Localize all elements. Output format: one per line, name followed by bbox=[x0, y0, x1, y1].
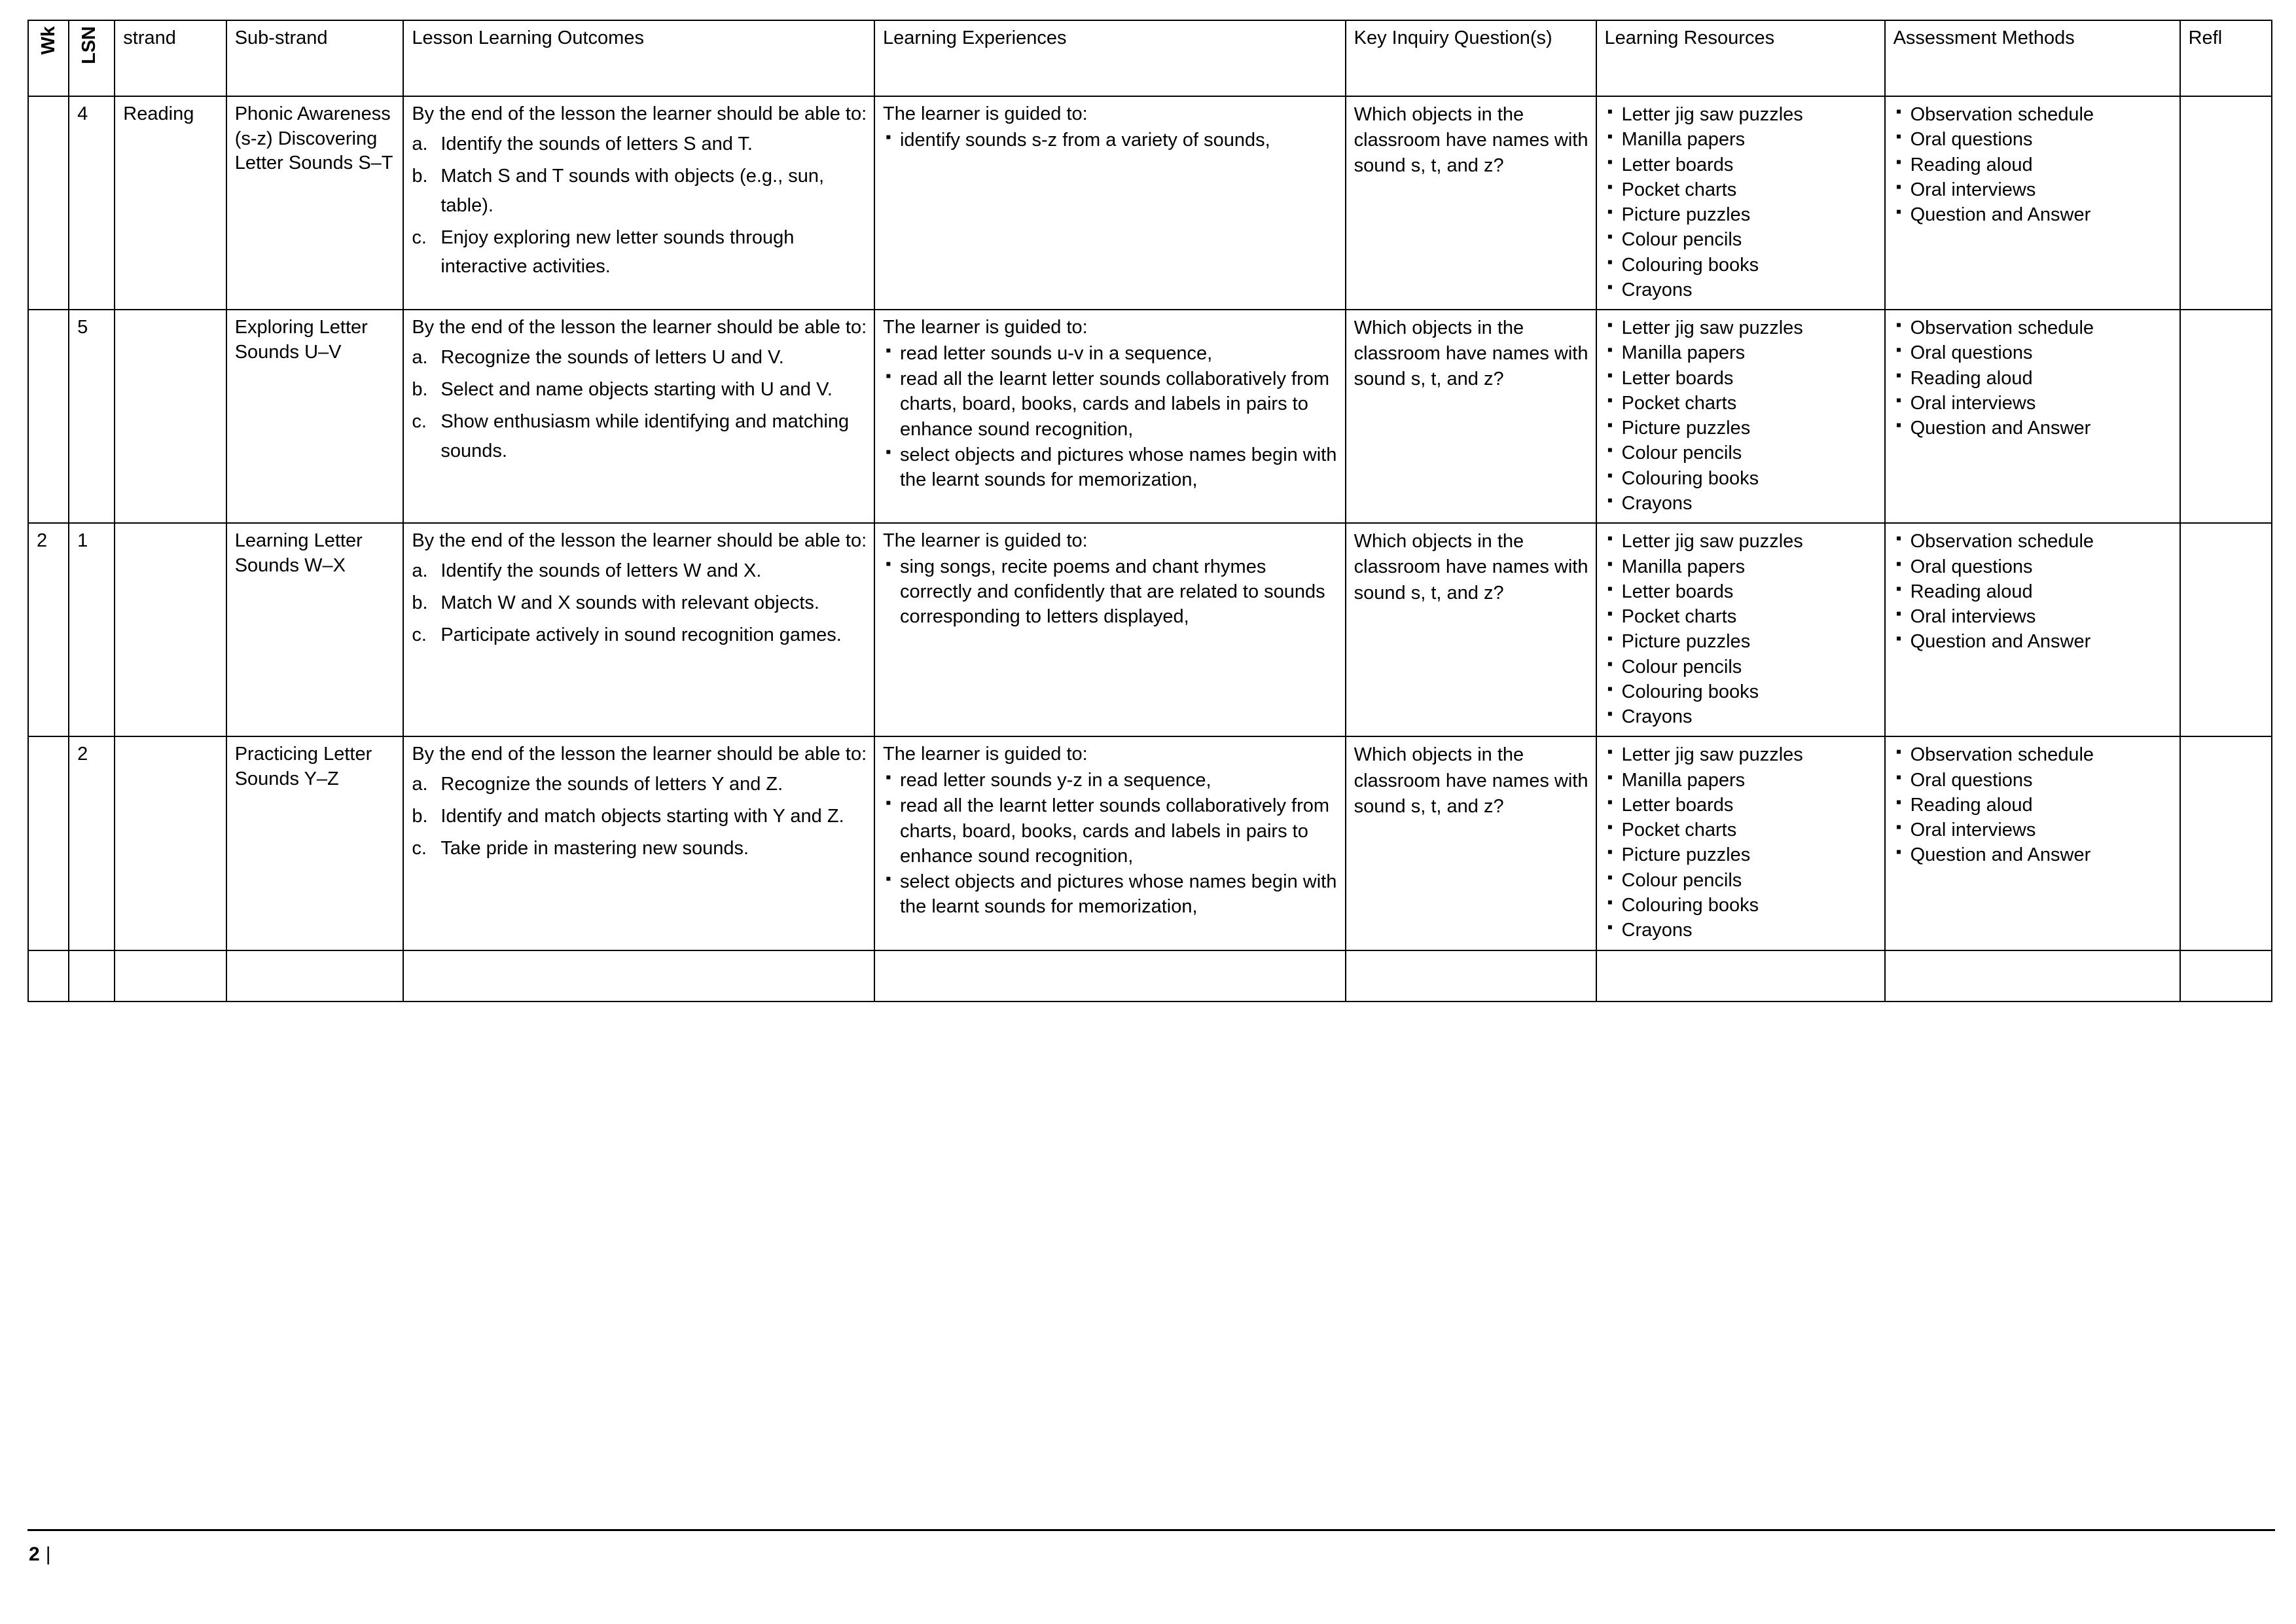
assessment-method-item: ▪ Observation schedule bbox=[1893, 742, 2173, 767]
cell-strand bbox=[115, 523, 226, 736]
column-header-assessment-methods: Assessment Methods bbox=[1885, 20, 2180, 96]
learning-resource-item: ▪ Pocket charts bbox=[1605, 391, 1878, 416]
footer-divider bbox=[27, 1529, 2275, 1531]
cell-empty bbox=[226, 950, 404, 1001]
key-inquiry-question-text: Which objects in the classroom have names with sound s, t, and z? bbox=[1354, 531, 1588, 604]
assessment-method-item: ▪ Oral interviews bbox=[1893, 391, 2173, 416]
learning-outcome-text: Match S and T sounds with objects (e.g., sun, table). bbox=[440, 165, 825, 216]
cell-reflection bbox=[2180, 523, 2272, 736]
learning-outcome-marker: b. bbox=[412, 378, 428, 400]
learning-resource-item: ▪ Manilla papers bbox=[1605, 768, 1878, 793]
assessment-method-item: ▪ Reading aloud bbox=[1893, 366, 2173, 391]
learning-outcome-text: Select and name objects starting with U and V. bbox=[440, 378, 833, 400]
cell-sub-strand: Learning Letter Sounds W–X bbox=[226, 523, 404, 736]
learning-outcome-text: Recognize the sounds of letters Y and Z. bbox=[440, 774, 783, 795]
cell-learning-resources bbox=[1596, 96, 1885, 310]
cell-learning-outcomes bbox=[403, 523, 874, 736]
assessment-method-item: ▪ Oral interviews bbox=[1893, 818, 2173, 842]
learning-outcome-text: Show enthusiasm while identifying and matching sounds. bbox=[440, 410, 850, 461]
learning-outcome-text: Match W and X sounds with relevant objects. bbox=[440, 592, 819, 613]
learning-resource-item: ▪ Crayons bbox=[1605, 918, 1878, 943]
cell-assessment-methods bbox=[1885, 523, 2180, 736]
learning-resource-item: ▪ Manilla papers bbox=[1605, 340, 1878, 365]
cell-lesson-number: 2 bbox=[69, 736, 115, 950]
learning-outcome-marker: b. bbox=[412, 165, 428, 187]
learning-outcome-item bbox=[412, 834, 867, 863]
cell-week bbox=[28, 736, 69, 950]
cell-learning-experiences bbox=[874, 736, 1346, 950]
learning-resource-item: ▪ Colouring books bbox=[1605, 466, 1878, 491]
cell-week bbox=[28, 310, 69, 523]
column-header-wk bbox=[28, 20, 69, 96]
cell-week bbox=[28, 96, 69, 310]
column-header-lsn bbox=[69, 20, 115, 96]
learning-resource-item: ▪ Letter boards bbox=[1605, 579, 1878, 604]
page-number-suffix: | bbox=[45, 1543, 52, 1565]
learning-outcome-item bbox=[412, 556, 867, 586]
cell-reflection bbox=[2180, 96, 2272, 310]
learning-experiences-intro: The learner is guided to: bbox=[882, 530, 1088, 552]
learning-resource-item: ▪ Crayons bbox=[1605, 491, 1878, 516]
cell-sub-strand: Phonic Awareness (s-z) Discovering Letter Sounds S–T bbox=[226, 96, 404, 310]
learning-resource-item: ▪ Picture puzzles bbox=[1605, 842, 1878, 867]
cell-lesson-number: 4 bbox=[69, 96, 115, 310]
learning-outcome-marker: a. bbox=[412, 346, 428, 368]
column-header-learning-experiences: Learning Experiences bbox=[874, 20, 1346, 96]
learning-experiences-intro: The learner is guided to: bbox=[882, 103, 1088, 124]
cell-key-inquiry-question bbox=[1346, 523, 1596, 736]
learning-outcome-text: Identify the sounds of letters W and X. bbox=[440, 560, 762, 581]
assessment-method-item: ▪ Reading aloud bbox=[1893, 153, 2173, 177]
column-header-reflection: Refl bbox=[2180, 20, 2272, 96]
learning-experiences-intro: The learner is guided to: bbox=[882, 317, 1088, 338]
assessment-method-item: ▪ Reading aloud bbox=[1893, 793, 2173, 818]
learning-resource-item: ▪ Letter boards bbox=[1605, 793, 1878, 818]
learning-outcome-item bbox=[412, 162, 867, 221]
assessment-method-item: ▪ Observation schedule bbox=[1893, 529, 2173, 554]
learning-experience-item: ▪ select objects and pictures whose names begin with the learnt sounds for memorization, bbox=[883, 442, 1338, 493]
cell-empty bbox=[2180, 950, 2272, 1001]
learning-resource-item: ▪ Picture puzzles bbox=[1605, 202, 1878, 227]
learning-resource-item: ▪ Colouring books bbox=[1605, 679, 1878, 704]
learning-outcome-item bbox=[412, 588, 867, 618]
cell-empty bbox=[1346, 950, 1596, 1001]
cell-empty bbox=[28, 950, 69, 1001]
learning-outcome-item bbox=[412, 343, 867, 372]
learning-outcome-marker: b. bbox=[412, 806, 428, 827]
cell-learning-resources bbox=[1596, 310, 1885, 523]
cell-lesson-number: 5 bbox=[69, 310, 115, 523]
page-footer bbox=[29, 1543, 51, 1566]
learning-resource-item: ▪ Letter jig saw puzzles bbox=[1605, 102, 1878, 127]
learning-resource-item: ▪ Letter boards bbox=[1605, 153, 1878, 177]
learning-outcome-item bbox=[412, 223, 867, 282]
cell-key-inquiry-question bbox=[1346, 736, 1596, 950]
cell-sub-strand: Exploring Letter Sounds U–V bbox=[226, 310, 404, 523]
learning-resource-item: ▪ Crayons bbox=[1605, 704, 1878, 729]
learning-outcome-marker: c. bbox=[412, 410, 427, 432]
assessment-method-item: ▪ Question and Answer bbox=[1893, 842, 2173, 867]
cell-strand: Reading bbox=[115, 96, 226, 310]
learning-experience-item: ▪ read all the learnt letter sounds collaboratively from charts, board, books, cards and labels in pairs to enhance sound recognition, bbox=[883, 367, 1338, 442]
cell-week: 2 bbox=[28, 523, 69, 736]
cell-learning-resources bbox=[1596, 523, 1885, 736]
column-header-wk-label: Wk bbox=[38, 26, 59, 55]
learning-resource-item: ▪ Letter boards bbox=[1605, 366, 1878, 391]
learning-experience-item: ▪ read all the learnt letter sounds collaboratively from charts, board, books, cards and labels in pairs to enhance sound recognition, bbox=[883, 793, 1338, 869]
learning-experience-item: ▪ select objects and pictures whose names begin with the learnt sounds for memorization, bbox=[883, 869, 1338, 920]
learning-outcome-marker: c. bbox=[412, 624, 427, 645]
column-header-strand: strand bbox=[115, 20, 226, 96]
learning-outcome-item bbox=[412, 130, 867, 159]
learning-resource-item: ▪ Pocket charts bbox=[1605, 818, 1878, 842]
learning-outcomes-intro: By the end of the lesson the learner should be able to: bbox=[412, 103, 867, 124]
key-inquiry-question-text: Which objects in the classroom have names with sound s, t, and z? bbox=[1354, 744, 1588, 817]
cell-reflection bbox=[2180, 310, 2272, 523]
table-row bbox=[28, 96, 2272, 310]
learning-resource-item: ▪ Picture puzzles bbox=[1605, 629, 1878, 654]
learning-experience-item: ▪ sing songs, recite poems and chant rhymes correctly and confidently that are related to sounds corresponding to letters displayed, bbox=[883, 554, 1338, 630]
learning-resource-item: ▪ Colour pencils bbox=[1605, 227, 1878, 252]
assessment-method-item: ▪ Reading aloud bbox=[1893, 579, 2173, 604]
cell-strand bbox=[115, 736, 226, 950]
learning-experience-item: ▪ read letter sounds y-z in a sequence, bbox=[883, 768, 1338, 793]
cell-assessment-methods bbox=[1885, 310, 2180, 523]
learning-outcome-text: Take pride in mastering new sounds. bbox=[440, 837, 749, 859]
learning-resource-item: ▪ Manilla papers bbox=[1605, 127, 1878, 152]
cell-assessment-methods bbox=[1885, 736, 2180, 950]
learning-outcome-item bbox=[412, 407, 867, 466]
scheme-of-work-table bbox=[27, 20, 2272, 1002]
cell-reflection bbox=[2180, 736, 2272, 950]
column-header-key-inquiry-questions: Key Inquiry Question(s) bbox=[1346, 20, 1596, 96]
learning-outcome-marker: c. bbox=[412, 226, 427, 248]
column-header-learning-resources: Learning Resources bbox=[1596, 20, 1885, 96]
key-inquiry-question-text: Which objects in the classroom have names with sound s, t, and z? bbox=[1354, 104, 1588, 177]
assessment-method-item: ▪ Question and Answer bbox=[1893, 202, 2173, 227]
learning-outcomes-intro: By the end of the lesson the learner should be able to: bbox=[412, 530, 867, 552]
cell-empty bbox=[1596, 950, 1885, 1001]
learning-outcomes-intro: By the end of the lesson the learner should be able to: bbox=[412, 317, 867, 338]
assessment-method-item: ▪ Oral interviews bbox=[1893, 604, 2173, 629]
learning-resource-item: ▪ Letter jig saw puzzles bbox=[1605, 529, 1878, 554]
cell-empty bbox=[1885, 950, 2180, 1001]
learning-resource-item: ▪ Letter jig saw puzzles bbox=[1605, 742, 1878, 767]
scheme-of-work-table-wrapper bbox=[27, 20, 2279, 1002]
learning-outcome-item bbox=[412, 621, 867, 650]
cell-empty bbox=[403, 950, 874, 1001]
learning-resource-item: ▪ Colouring books bbox=[1605, 893, 1878, 918]
learning-resource-item: ▪ Letter jig saw puzzles bbox=[1605, 316, 1878, 340]
assessment-method-item: ▪ Oral questions bbox=[1893, 340, 2173, 365]
column-header-lsn-label: LSN bbox=[79, 26, 100, 64]
cell-learning-experiences bbox=[874, 523, 1346, 736]
cell-key-inquiry-question bbox=[1346, 310, 1596, 523]
learning-outcome-marker: a. bbox=[412, 560, 428, 581]
column-header-sub-strand: Sub-strand bbox=[226, 20, 404, 96]
cell-empty bbox=[874, 950, 1346, 1001]
learning-outcome-marker: a. bbox=[412, 774, 428, 795]
column-header-learning-outcomes: Lesson Learning Outcomes bbox=[403, 20, 874, 96]
cell-learning-experiences bbox=[874, 96, 1346, 310]
learning-resource-item: ▪ Crayons bbox=[1605, 278, 1878, 302]
assessment-method-item: ▪ Question and Answer bbox=[1893, 416, 2173, 441]
page-number: 2 bbox=[29, 1543, 41, 1565]
learning-outcome-item bbox=[412, 375, 867, 405]
learning-resource-item: ▪ Colour pencils bbox=[1605, 441, 1878, 465]
cell-lesson-number: 1 bbox=[69, 523, 115, 736]
table-body bbox=[28, 96, 2272, 1001]
cell-sub-strand: Practicing Letter Sounds Y–Z bbox=[226, 736, 404, 950]
learning-experiences-intro: The learner is guided to: bbox=[882, 744, 1088, 765]
assessment-method-item: ▪ Observation schedule bbox=[1893, 102, 2173, 127]
learning-outcome-marker: a. bbox=[412, 133, 428, 154]
learning-outcome-text: Identify the sounds of letters S and T. bbox=[440, 133, 753, 154]
learning-resource-item: ▪ Pocket charts bbox=[1605, 604, 1878, 629]
key-inquiry-question-text: Which objects in the classroom have names with sound s, t, and z? bbox=[1354, 317, 1588, 390]
learning-outcome-item bbox=[412, 802, 867, 831]
learning-resource-item: ▪ Colour pencils bbox=[1605, 868, 1878, 893]
cell-empty bbox=[69, 950, 115, 1001]
learning-resource-item: ▪ Colouring books bbox=[1605, 253, 1878, 278]
learning-outcome-marker: c. bbox=[412, 837, 427, 859]
learning-outcome-text: Enjoy exploring new letter sounds through interactive activities. bbox=[440, 226, 795, 278]
learning-resource-item: ▪ Pocket charts bbox=[1605, 177, 1878, 202]
learning-outcome-text: Identify and match objects starting with Y and Z. bbox=[440, 806, 844, 827]
cell-learning-resources bbox=[1596, 736, 1885, 950]
table-header-row bbox=[28, 20, 2272, 96]
table-row bbox=[28, 736, 2272, 950]
learning-outcome-marker: b. bbox=[412, 592, 428, 613]
cell-learning-experiences bbox=[874, 310, 1346, 523]
cell-key-inquiry-question bbox=[1346, 96, 1596, 310]
learning-resource-item: ▪ Manilla papers bbox=[1605, 554, 1878, 579]
learning-experience-item: ▪ read letter sounds u-v in a sequence, bbox=[883, 341, 1338, 366]
cell-empty bbox=[115, 950, 226, 1001]
learning-outcomes-intro: By the end of the lesson the learner should be able to: bbox=[412, 744, 867, 765]
learning-outcome-text: Recognize the sounds of letters U and V. bbox=[440, 346, 784, 368]
learning-outcome-item bbox=[412, 770, 867, 799]
cell-learning-outcomes bbox=[403, 736, 874, 950]
assessment-method-item: ▪ Oral questions bbox=[1893, 768, 2173, 793]
assessment-method-item: ▪ Question and Answer bbox=[1893, 629, 2173, 654]
cell-learning-outcomes bbox=[403, 96, 874, 310]
learning-resource-item: ▪ Colour pencils bbox=[1605, 655, 1878, 679]
cell-learning-outcomes bbox=[403, 310, 874, 523]
learning-resource-item: ▪ Picture puzzles bbox=[1605, 416, 1878, 441]
table-row-empty bbox=[28, 950, 2272, 1001]
learning-experience-item: ▪ identify sounds s-z from a variety of sounds, bbox=[883, 128, 1338, 153]
learning-outcome-text: Participate actively in sound recognition games. bbox=[440, 624, 842, 645]
cell-strand bbox=[115, 310, 226, 523]
cell-assessment-methods bbox=[1885, 96, 2180, 310]
assessment-method-item: ▪ Oral interviews bbox=[1893, 177, 2173, 202]
assessment-method-item: ▪ Observation schedule bbox=[1893, 316, 2173, 340]
table-row bbox=[28, 310, 2272, 523]
assessment-method-item: ▪ Oral questions bbox=[1893, 554, 2173, 579]
table-row bbox=[28, 523, 2272, 736]
assessment-method-item: ▪ Oral questions bbox=[1893, 127, 2173, 152]
